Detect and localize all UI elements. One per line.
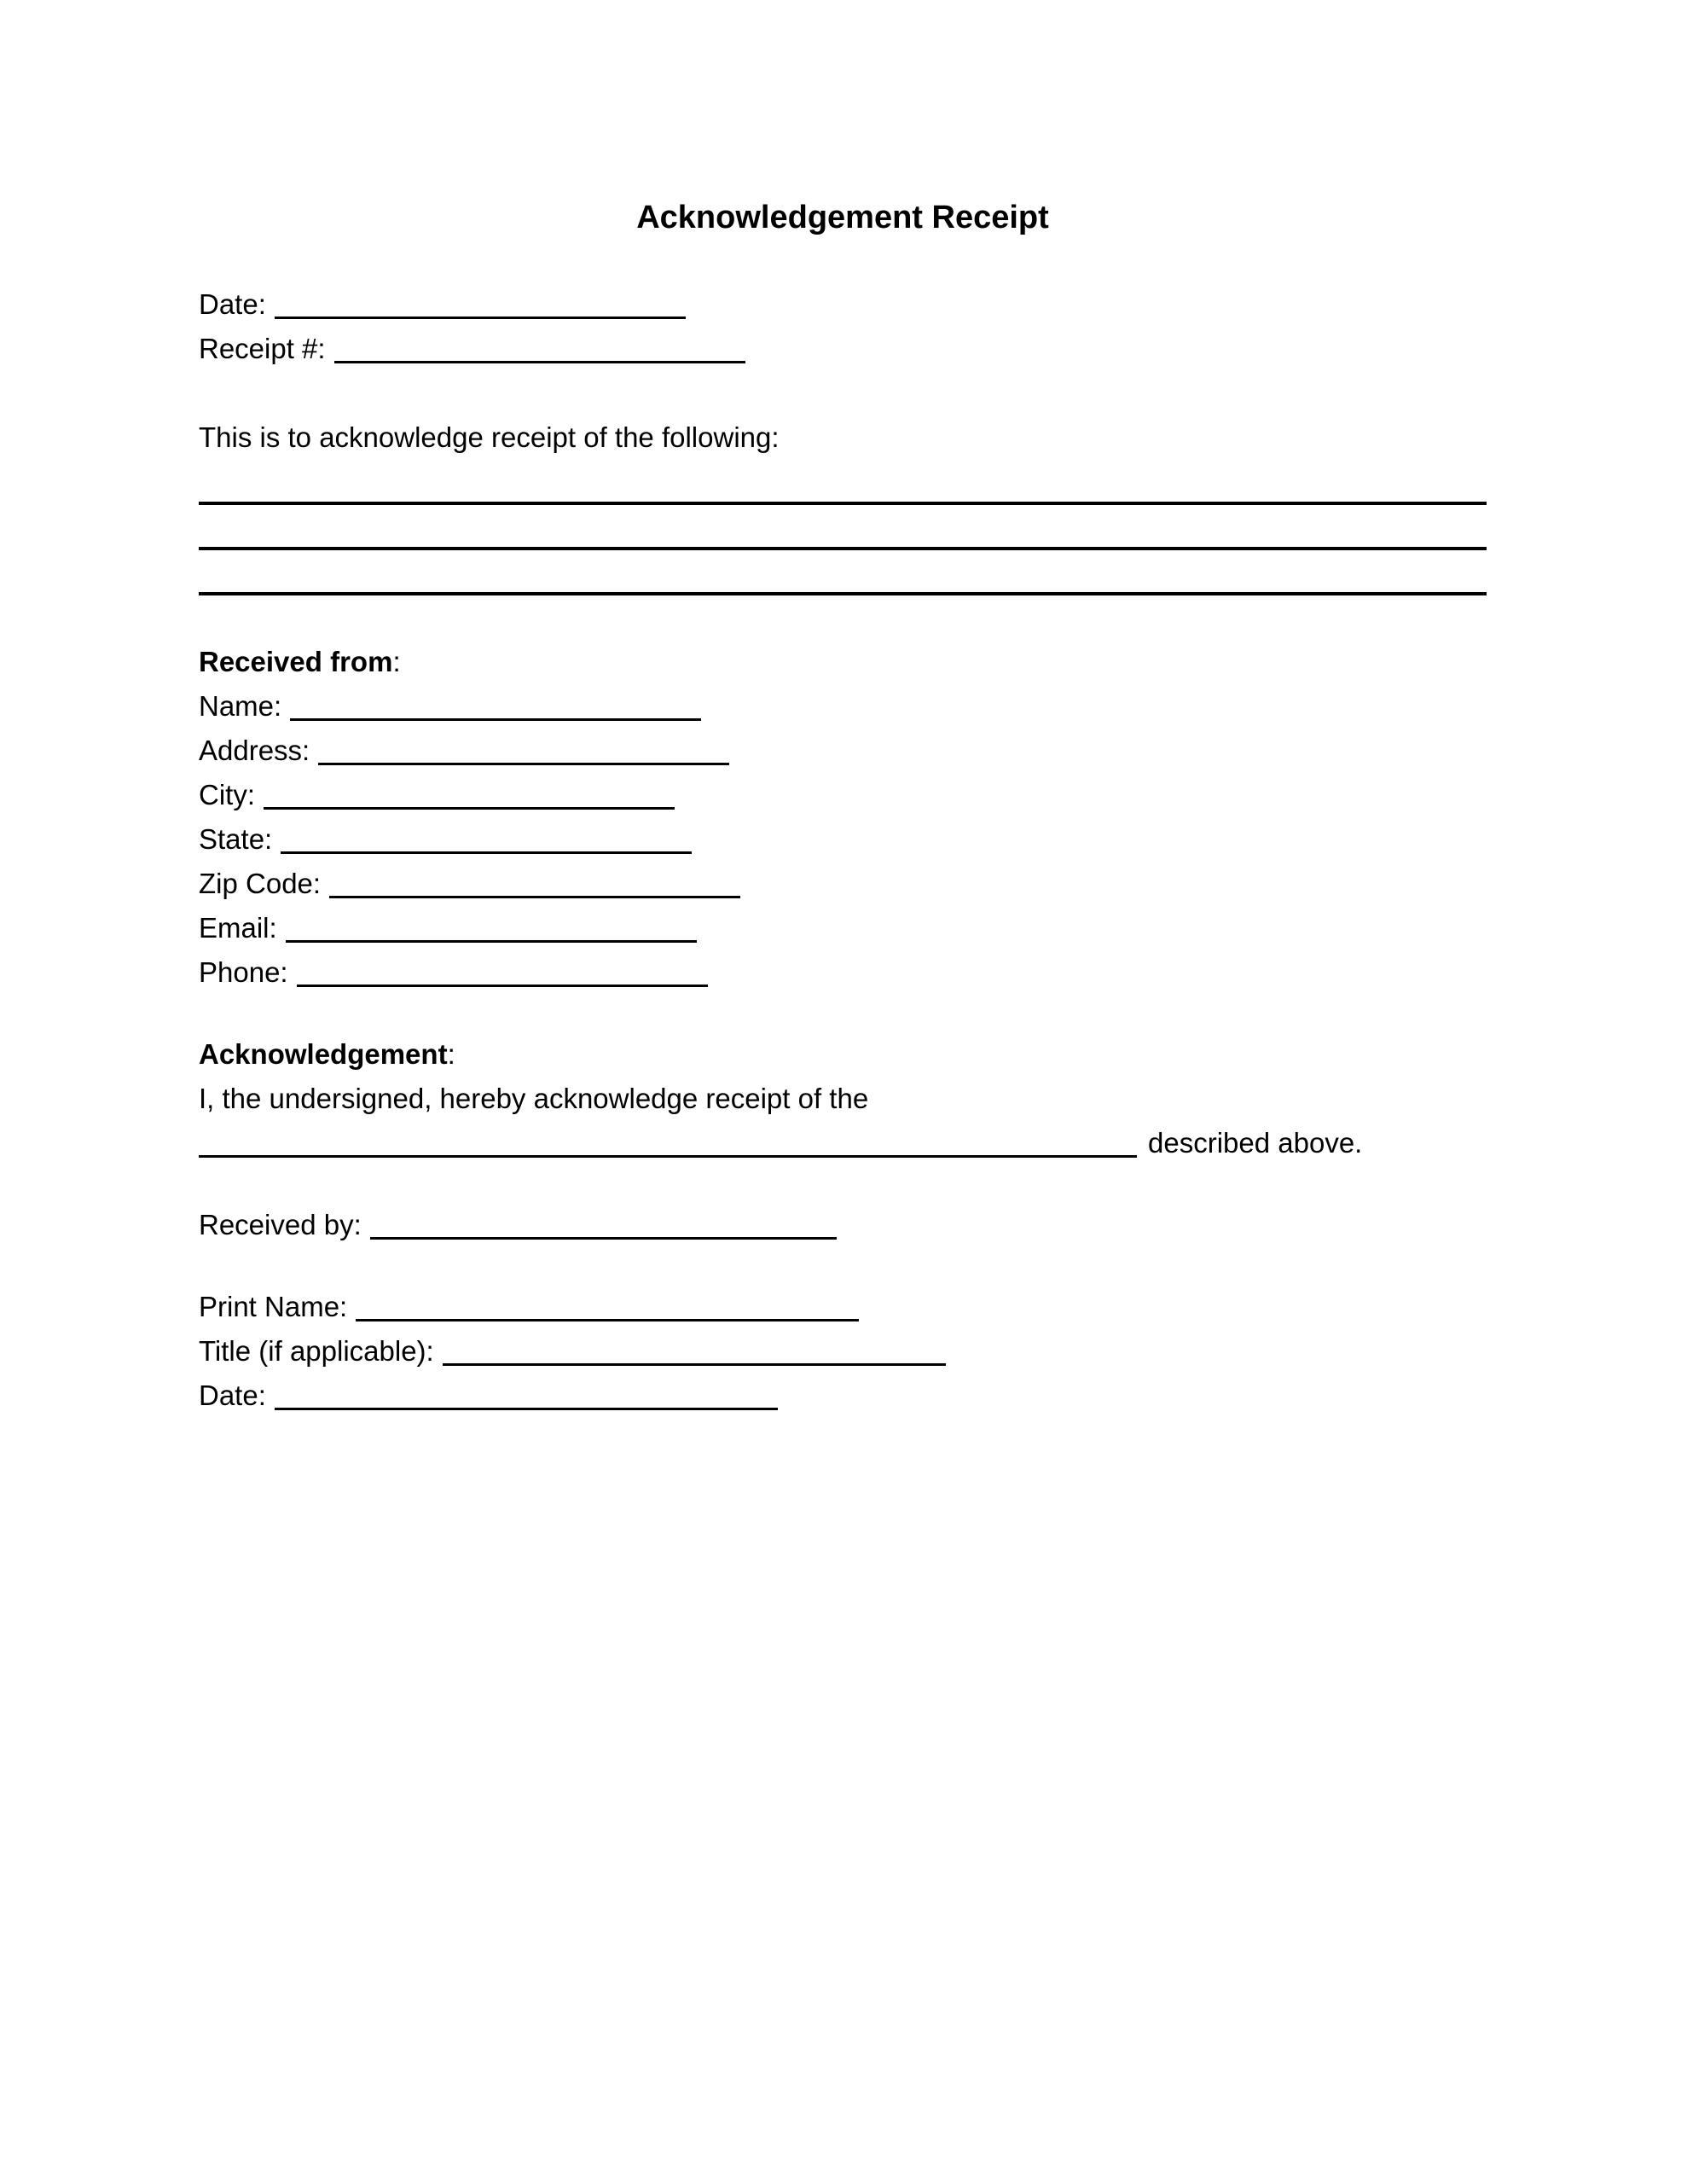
date-blank-line [275,305,686,319]
received-by-label: Received by: [199,1209,362,1240]
section-gap [199,595,1487,640]
city-field-row [199,773,1487,817]
phone-blank-line [297,973,708,987]
zip-code-blank-line [329,884,740,898]
address-field-row [199,729,1487,773]
address-label: Address: [199,735,310,766]
print-name-blank-line [356,1307,859,1321]
received-by-signature-line [370,1225,837,1240]
phone-label: Phone: [199,956,288,988]
name-label: Name: [199,690,282,722]
receipt-number-field-row [199,327,1487,371]
phone-field-row [199,950,1487,995]
received-from-heading-colon: : [392,646,401,677]
date-label: Date: [199,288,266,320]
section-gap [199,995,1487,1032]
section-gap [199,371,1487,415]
receipt-number-label: Receipt #: [199,333,326,364]
acknowledgement-blank-row [199,1121,1487,1165]
state-blank-line [281,839,692,854]
signature-date-field-row [199,1374,1487,1418]
zip-code-field-row [199,862,1487,906]
acknowledgement-heading-colon: : [447,1038,455,1070]
date-field-row [199,282,1487,327]
zip-code-label: Zip Code: [199,868,322,899]
intro-text: This is to acknowledge receipt of the following: [199,421,780,453]
received-from-heading-text: Received from [199,646,393,677]
received-by-field-row [199,1203,1487,1247]
page-title: Acknowledgement Receipt [636,200,1049,235]
acknowledgement-statement: I, the undersigned, hereby acknowledge receipt of the [199,1083,869,1114]
title-field-row [199,1329,1487,1374]
city-label: City: [199,779,255,810]
title-blank-line [443,1351,946,1366]
description-blank-line-1 [199,460,1487,505]
email-label: Email: [199,912,277,944]
state-label: State: [199,823,273,855]
acknowledged-item-blank-line [199,1143,1137,1158]
section-gap [199,1247,1487,1285]
print-name-label: Print Name: [199,1291,348,1322]
name-blank-line [290,706,701,721]
description-blank-line-2 [199,505,1487,550]
name-field-row [199,684,1487,729]
print-name-field-row [199,1285,1487,1329]
received-from-heading [199,640,1487,684]
title-label: Title (if applicable): [199,1335,434,1367]
section-gap [199,1165,1487,1203]
acknowledgement-heading [199,1032,1487,1077]
description-blank-line-3 [199,550,1487,595]
receipt-number-blank-line [334,349,745,363]
state-field-row [199,817,1487,862]
city-blank-line [264,795,675,810]
email-field-row [199,906,1487,950]
acknowledgement-statement-suffix: described above. [1148,1127,1363,1159]
address-blank-line [318,751,729,765]
email-blank-line [286,928,697,943]
acknowledgement-heading-text: Acknowledgement [199,1038,448,1070]
signature-date-label: Date: [199,1380,266,1411]
signature-date-blank-line [275,1396,778,1410]
